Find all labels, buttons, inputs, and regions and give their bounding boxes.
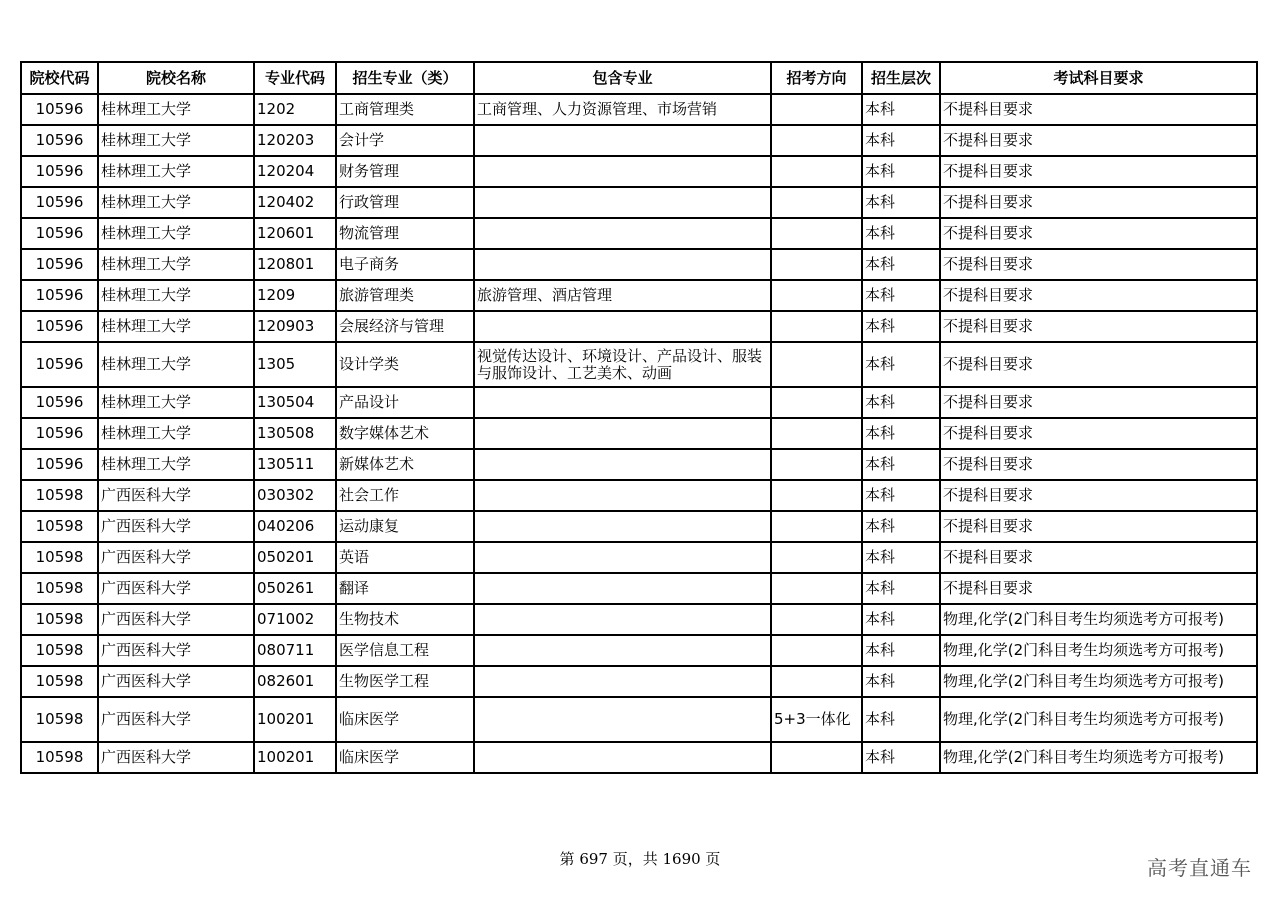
cell-major-code: 1305: [254, 342, 336, 387]
cell-school-name: 广西医科大学: [98, 742, 254, 773]
cell-school-code: 10598: [21, 542, 98, 573]
cell-school-code: 10598: [21, 742, 98, 773]
cell-school-code: 10596: [21, 187, 98, 218]
cell-included-majors: 工商管理、人力资源管理、市场营销: [474, 94, 771, 125]
cell-school-code: 10596: [21, 94, 98, 125]
cell-school-name: 广西医科大学: [98, 666, 254, 697]
table-row: [21, 249, 1257, 280]
cell-included-majors: [474, 542, 771, 573]
cell-school-name: 桂林理工大学: [98, 94, 254, 125]
table-body: [21, 94, 1257, 773]
cell-level: 本科: [862, 449, 940, 480]
cell-subject-requirement: 不提科目要求: [940, 542, 1257, 573]
cell-school-code: 10596: [21, 387, 98, 418]
cell-direction: [771, 387, 862, 418]
cell-major-code: 130504: [254, 387, 336, 418]
cell-subject-requirement: 物理,化学(2门科目考生均须选考方可报考): [940, 697, 1257, 742]
cell-subject-requirement: 不提科目要求: [940, 187, 1257, 218]
cell-level: 本科: [862, 480, 940, 511]
cell-major-category: 运动康复: [336, 511, 474, 542]
cell-level: 本科: [862, 249, 940, 280]
cell-school-name: 广西医科大学: [98, 542, 254, 573]
cell-school-name: 广西医科大学: [98, 480, 254, 511]
cell-level: 本科: [862, 635, 940, 666]
cell-major-code: 040206: [254, 511, 336, 542]
cell-subject-requirement: 不提科目要求: [940, 511, 1257, 542]
cell-subject-requirement: 物理,化学(2门科目考生均须选考方可报考): [940, 666, 1257, 697]
cell-major-category: 医学信息工程: [336, 635, 474, 666]
cell-included-majors: [474, 387, 771, 418]
cell-major-code: 080711: [254, 635, 336, 666]
cell-major-category: 生物技术: [336, 604, 474, 635]
cell-school-name: 桂林理工大学: [98, 156, 254, 187]
cell-subject-requirement: 物理,化学(2门科目考生均须选考方可报考): [940, 604, 1257, 635]
cell-school-name: 桂林理工大学: [98, 387, 254, 418]
header-school-code: 院校代码: [21, 62, 98, 94]
cell-included-majors: [474, 156, 771, 187]
cell-school-code: 10596: [21, 449, 98, 480]
cell-direction: [771, 573, 862, 604]
cell-subject-requirement: 物理,化学(2门科目考生均须选考方可报考): [940, 742, 1257, 773]
cell-direction: [771, 480, 862, 511]
cell-direction: [771, 635, 862, 666]
cell-school-code: 10598: [21, 480, 98, 511]
cell-subject-requirement: 不提科目要求: [940, 249, 1257, 280]
cell-level: 本科: [862, 387, 940, 418]
cell-school-name: 广西医科大学: [98, 604, 254, 635]
cell-school-code: 10596: [21, 280, 98, 311]
cell-major-code: 082601: [254, 666, 336, 697]
cell-major-code: 120204: [254, 156, 336, 187]
cell-included-majors: [474, 218, 771, 249]
table-row: [21, 387, 1257, 418]
cell-direction: 5+3一体化: [771, 697, 862, 742]
cell-direction: [771, 542, 862, 573]
cell-direction: [771, 449, 862, 480]
cell-direction: [771, 280, 862, 311]
cell-level: 本科: [862, 697, 940, 742]
cell-school-name: 桂林理工大学: [98, 418, 254, 449]
cell-direction: [771, 94, 862, 125]
cell-included-majors: [474, 249, 771, 280]
cell-included-majors: [474, 666, 771, 697]
cell-school-code: 10596: [21, 418, 98, 449]
cell-major-category: 生物医学工程: [336, 666, 474, 697]
cell-level: 本科: [862, 604, 940, 635]
cell-level: 本科: [862, 280, 940, 311]
cell-school-name: 桂林理工大学: [98, 449, 254, 480]
cell-subject-requirement: 不提科目要求: [940, 449, 1257, 480]
cell-level: 本科: [862, 125, 940, 156]
cell-direction: [771, 342, 862, 387]
cell-school-name: 广西医科大学: [98, 573, 254, 604]
cell-major-code: 1202: [254, 94, 336, 125]
cell-level: 本科: [862, 511, 940, 542]
table-row: [21, 94, 1257, 125]
cell-subject-requirement: 不提科目要求: [940, 480, 1257, 511]
cell-major-category: 会展经济与管理: [336, 311, 474, 342]
cell-direction: [771, 125, 862, 156]
cell-major-category: 临床医学: [336, 742, 474, 773]
cell-included-majors: [474, 573, 771, 604]
cell-included-majors: 视觉传达设计、环境设计、产品设计、服装与服饰设计、工艺美术、动画: [474, 342, 771, 387]
cell-school-code: 10598: [21, 511, 98, 542]
header-major-category: 招生专业（类）: [336, 62, 474, 94]
cell-school-code: 10598: [21, 573, 98, 604]
cell-direction: [771, 156, 862, 187]
cell-school-name: 广西医科大学: [98, 511, 254, 542]
table-row: [21, 697, 1257, 742]
cell-level: 本科: [862, 666, 940, 697]
cell-school-code: 10596: [21, 249, 98, 280]
table-row: [21, 480, 1257, 511]
cell-major-code: 030302: [254, 480, 336, 511]
table-row: [21, 449, 1257, 480]
cell-school-code: 10598: [21, 697, 98, 742]
cell-major-category: 产品设计: [336, 387, 474, 418]
cell-major-code: 100201: [254, 742, 336, 773]
cell-major-category: 财务管理: [336, 156, 474, 187]
cell-major-category: 临床医学: [336, 697, 474, 742]
cell-major-category: 会计学: [336, 125, 474, 156]
cell-included-majors: [474, 511, 771, 542]
table-row: [21, 187, 1257, 218]
cell-included-majors: [474, 125, 771, 156]
cell-school-code: 10598: [21, 604, 98, 635]
cell-major-category: 翻译: [336, 573, 474, 604]
cell-subject-requirement: 物理,化学(2门科目考生均须选考方可报考): [940, 635, 1257, 666]
cell-major-category: 旅游管理类: [336, 280, 474, 311]
cell-subject-requirement: 不提科目要求: [940, 94, 1257, 125]
cell-subject-requirement: 不提科目要求: [940, 125, 1257, 156]
cell-major-category: 行政管理: [336, 187, 474, 218]
cell-school-code: 10596: [21, 125, 98, 156]
cell-major-category: 工商管理类: [336, 94, 474, 125]
cell-school-name: 桂林理工大学: [98, 280, 254, 311]
page-footer: 第 697 页，共 1690 页: [559, 850, 721, 868]
cell-major-code: 130508: [254, 418, 336, 449]
cell-major-category: 物流管理: [336, 218, 474, 249]
cell-major-code: 120203: [254, 125, 336, 156]
header-school-name: 院校名称: [98, 62, 254, 94]
cell-major-category: 数字媒体艺术: [336, 418, 474, 449]
cell-school-code: 10596: [21, 218, 98, 249]
admissions-table: [20, 61, 1258, 774]
cell-subject-requirement: 不提科目要求: [940, 311, 1257, 342]
cell-school-code: 10596: [21, 342, 98, 387]
header-subject-requirement: 考试科目要求: [940, 62, 1257, 94]
cell-direction: [771, 511, 862, 542]
cell-school-code: 10596: [21, 311, 98, 342]
table-row: [21, 418, 1257, 449]
cell-direction: [771, 666, 862, 697]
cell-direction: [771, 311, 862, 342]
cell-direction: [771, 418, 862, 449]
cell-included-majors: [474, 604, 771, 635]
cell-included-majors: [474, 418, 771, 449]
header-level: 招生层次: [862, 62, 940, 94]
cell-level: 本科: [862, 156, 940, 187]
cell-subject-requirement: 不提科目要求: [940, 573, 1257, 604]
table-header-row: [21, 62, 1257, 94]
cell-level: 本科: [862, 94, 940, 125]
cell-included-majors: [474, 697, 771, 742]
cell-included-majors: [474, 311, 771, 342]
cell-level: 本科: [862, 342, 940, 387]
table-row: [21, 125, 1257, 156]
cell-school-name: 桂林理工大学: [98, 249, 254, 280]
cell-included-majors: 旅游管理、酒店管理: [474, 280, 771, 311]
cell-included-majors: [474, 480, 771, 511]
cell-major-code: 100201: [254, 697, 336, 742]
cell-direction: [771, 218, 862, 249]
cell-major-category: 新媒体艺术: [336, 449, 474, 480]
cell-major-category: 设计学类: [336, 342, 474, 387]
cell-included-majors: [474, 187, 771, 218]
cell-major-code: 120801: [254, 249, 336, 280]
cell-direction: [771, 742, 862, 773]
header-direction: 招考方向: [771, 62, 862, 94]
cell-major-code: 071002: [254, 604, 336, 635]
cell-subject-requirement: 不提科目要求: [940, 218, 1257, 249]
header-included-majors: 包含专业: [474, 62, 771, 94]
table-row: [21, 311, 1257, 342]
cell-school-code: 10598: [21, 635, 98, 666]
cell-school-code: 10596: [21, 156, 98, 187]
cell-major-code: 120402: [254, 187, 336, 218]
header-major-code: 专业代码: [254, 62, 336, 94]
table-row: [21, 742, 1257, 773]
table-row: [21, 604, 1257, 635]
cell-included-majors: [474, 742, 771, 773]
cell-school-name: 广西医科大学: [98, 697, 254, 742]
table-row: [21, 635, 1257, 666]
cell-major-code: 130511: [254, 449, 336, 480]
cell-school-name: 桂林理工大学: [98, 125, 254, 156]
cell-subject-requirement: 不提科目要求: [940, 156, 1257, 187]
table-row: [21, 666, 1257, 697]
watermark: 高考直通车: [1147, 856, 1252, 880]
cell-level: 本科: [862, 542, 940, 573]
table-row: [21, 542, 1257, 573]
cell-subject-requirement: 不提科目要求: [940, 342, 1257, 387]
cell-major-category: 社会工作: [336, 480, 474, 511]
cell-included-majors: [474, 449, 771, 480]
cell-level: 本科: [862, 742, 940, 773]
cell-school-name: 广西医科大学: [98, 635, 254, 666]
cell-subject-requirement: 不提科目要求: [940, 280, 1257, 311]
cell-school-code: 10598: [21, 666, 98, 697]
cell-direction: [771, 604, 862, 635]
cell-included-majors: [474, 635, 771, 666]
cell-subject-requirement: 不提科目要求: [940, 387, 1257, 418]
cell-level: 本科: [862, 187, 940, 218]
table-row: [21, 156, 1257, 187]
cell-major-category: 英语: [336, 542, 474, 573]
cell-direction: [771, 249, 862, 280]
cell-major-code: 050261: [254, 573, 336, 604]
cell-subject-requirement: 不提科目要求: [940, 418, 1257, 449]
cell-school-name: 桂林理工大学: [98, 342, 254, 387]
cell-direction: [771, 187, 862, 218]
table-row: [21, 218, 1257, 249]
cell-major-code: 120903: [254, 311, 336, 342]
cell-school-name: 桂林理工大学: [98, 187, 254, 218]
cell-level: 本科: [862, 311, 940, 342]
cell-major-code: 1209: [254, 280, 336, 311]
table-row: [21, 280, 1257, 311]
cell-level: 本科: [862, 418, 940, 449]
table-row: [21, 342, 1257, 387]
cell-level: 本科: [862, 573, 940, 604]
cell-school-name: 桂林理工大学: [98, 311, 254, 342]
cell-major-code: 120601: [254, 218, 336, 249]
table-row: [21, 573, 1257, 604]
cell-major-code: 050201: [254, 542, 336, 573]
table-row: [21, 511, 1257, 542]
cell-level: 本科: [862, 218, 940, 249]
cell-major-category: 电子商务: [336, 249, 474, 280]
cell-school-name: 桂林理工大学: [98, 218, 254, 249]
